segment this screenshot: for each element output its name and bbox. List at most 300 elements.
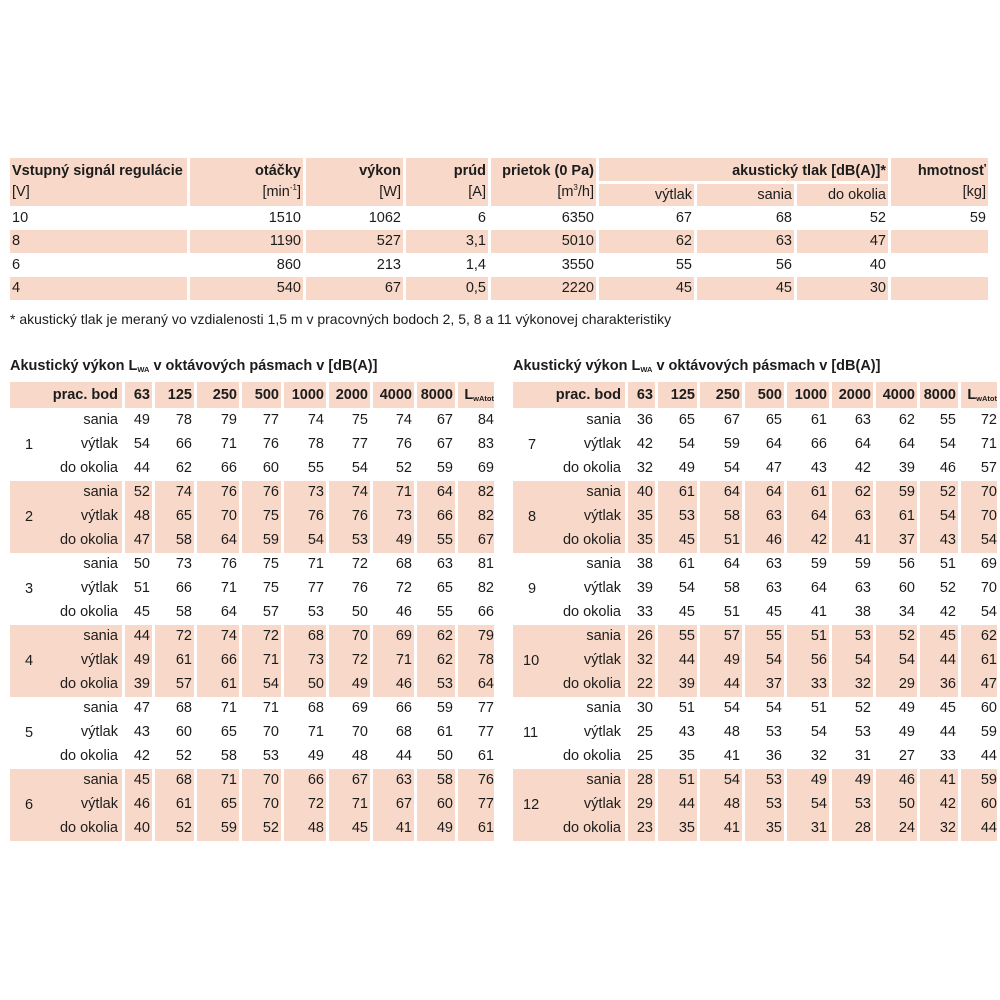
- sound-value: 49: [436, 820, 453, 836]
- sound-value: 79: [220, 412, 237, 428]
- sound-value: 50: [898, 796, 915, 812]
- sound-value: 59: [854, 556, 871, 572]
- sound-value: 59: [220, 820, 237, 836]
- sound-value: 28: [854, 820, 871, 836]
- sound-value: 25: [636, 724, 653, 740]
- sound-value: 57: [980, 460, 997, 476]
- sound-value: 23: [636, 820, 653, 836]
- sound-value: 64: [765, 484, 782, 500]
- title-sub: WA: [640, 365, 653, 374]
- sound-value: 46: [395, 676, 412, 692]
- row-type-label: výtlak: [583, 724, 621, 740]
- sound-value: 74: [351, 484, 368, 500]
- sound-value: 71: [220, 772, 237, 788]
- sound-value: 45: [678, 604, 695, 620]
- freq-header: 125: [167, 387, 192, 403]
- row-type-label: sania: [586, 700, 621, 716]
- freq-header: 250: [715, 387, 740, 403]
- total-sub: wAtot: [473, 394, 494, 403]
- sound-value: 50: [436, 748, 453, 764]
- sound-value: 67: [436, 412, 453, 428]
- sound-value: 49: [351, 676, 368, 692]
- point-number: 10: [523, 653, 540, 669]
- sound-value: 76: [477, 772, 494, 788]
- sound-value: 44: [133, 628, 150, 644]
- sound-value: 40: [133, 820, 150, 836]
- sound-value: 54: [939, 508, 956, 524]
- sound-value: 54: [351, 460, 368, 476]
- sound-value: 56: [898, 556, 915, 572]
- row-type-label: sania: [83, 700, 118, 716]
- sound-value: 44: [395, 748, 412, 764]
- point-number: 9: [528, 581, 537, 597]
- row-type-label: výtlak: [583, 652, 621, 668]
- sound-value: 27: [898, 748, 915, 764]
- sound-value: 47: [133, 700, 150, 716]
- row-type-label: sania: [83, 412, 118, 428]
- sound-value: 39: [898, 460, 915, 476]
- sound-value: 55: [307, 460, 324, 476]
- sound-value: 59: [980, 772, 997, 788]
- sound-value: 74: [175, 484, 192, 500]
- sound-value: 76: [351, 508, 368, 524]
- top-cell: 1510: [268, 210, 301, 226]
- sound-value: 44: [939, 724, 956, 740]
- sound-value: 30: [636, 700, 653, 716]
- sound-value: 25: [636, 748, 653, 764]
- top-cell: 1190: [269, 233, 301, 249]
- row-type-label: sania: [586, 628, 621, 644]
- sound-value: 76: [395, 436, 412, 452]
- sound-value: 57: [175, 676, 192, 692]
- sound-value: 50: [307, 676, 324, 692]
- sound-value: 52: [939, 580, 956, 596]
- sound-value: 46: [939, 460, 956, 476]
- sound-value: 84: [477, 412, 494, 428]
- sound-value: 56: [810, 652, 827, 668]
- sound-value: 70: [262, 772, 279, 788]
- row-type-label: výtlak: [583, 436, 621, 452]
- row-type-label: do okolia: [59, 820, 118, 836]
- sound-value: 53: [307, 604, 324, 620]
- sound-value: 54: [939, 436, 956, 452]
- sound-value: 54: [854, 652, 871, 668]
- sound-value: 66: [220, 460, 237, 476]
- signal-unit: [V]: [12, 184, 30, 200]
- row-type-label: výtlak: [80, 436, 118, 452]
- sound-value: 72: [307, 796, 324, 812]
- sound-value: 62: [898, 412, 915, 428]
- sound-value: 66: [175, 436, 192, 452]
- sound-value: 68: [395, 724, 412, 740]
- sound-value: 71: [395, 484, 412, 500]
- sound-value: 52: [133, 484, 150, 500]
- top-cell: 3550: [561, 257, 594, 273]
- sound-value: 34: [898, 604, 915, 620]
- sound-value: 59: [436, 700, 453, 716]
- sound-value: 42: [939, 604, 956, 620]
- row-type-label: do okolia: [562, 604, 621, 620]
- sound-value: 83: [477, 436, 494, 452]
- top-cell: 10: [12, 210, 29, 226]
- sound-value: 73: [307, 484, 324, 500]
- sound-value: 54: [810, 796, 827, 812]
- akust-header: akustický tlak [dB(A)]*: [732, 163, 886, 179]
- sound-value: 79: [477, 628, 494, 644]
- sound-value: 76: [262, 436, 279, 452]
- row-type-label: do okolia: [562, 820, 621, 836]
- sound-value: 41: [723, 820, 740, 836]
- vykon-header: výkon: [359, 163, 401, 179]
- top-cell: 67: [384, 280, 401, 296]
- top-cell: 5010: [561, 233, 594, 249]
- prietok-header: prietok (0 Pa): [502, 163, 594, 179]
- sound-value: 67: [723, 412, 740, 428]
- sound-value: 46: [898, 772, 915, 788]
- sound-value: 45: [351, 820, 368, 836]
- sound-value: 78: [307, 436, 324, 452]
- sound-value: 73: [395, 508, 412, 524]
- top-cell: 1,4: [465, 257, 486, 273]
- vykon-unit: [W]: [379, 184, 401, 200]
- sound-value: 62: [175, 460, 192, 476]
- sania-header: sania: [757, 187, 792, 203]
- sound-value: 49: [723, 652, 740, 668]
- sound-value: 61: [175, 796, 192, 812]
- sound-value: 67: [351, 772, 368, 788]
- sound-value: 44: [723, 676, 740, 692]
- sound-value: 35: [678, 748, 695, 764]
- sound-value: 29: [898, 676, 915, 692]
- sound-value: 46: [765, 532, 782, 548]
- top-cell: 213: [376, 257, 401, 273]
- sound-value: 42: [636, 436, 653, 452]
- sound-value: 61: [980, 652, 997, 668]
- sound-value: 52: [939, 484, 956, 500]
- sound-value: 55: [765, 628, 782, 644]
- sound-value: 77: [351, 436, 368, 452]
- sound-value: 36: [939, 676, 956, 692]
- sound-value: 35: [678, 820, 695, 836]
- point-number: 1: [25, 437, 34, 453]
- signal-header: Vstupný signál regulácie: [12, 163, 183, 179]
- sound-value: 33: [939, 748, 956, 764]
- sound-value: 63: [854, 580, 871, 596]
- row-type-label: do okolia: [59, 532, 118, 548]
- sound-value: 59: [980, 724, 997, 740]
- sound-value: 61: [220, 676, 237, 692]
- sound-value: 51: [678, 772, 695, 788]
- sound-value: 49: [854, 772, 871, 788]
- sound-value: 37: [898, 532, 915, 548]
- sound-value: 44: [939, 652, 956, 668]
- sound-value: 58: [220, 748, 237, 764]
- top-cell: 8: [12, 233, 21, 249]
- sound-value: 58: [436, 772, 453, 788]
- freq-header: 500: [254, 387, 279, 403]
- sound-value: 60: [980, 700, 997, 716]
- sound-value: 71: [307, 724, 324, 740]
- sound-value: 51: [133, 580, 150, 596]
- prietok-unit-close: /h]: [577, 184, 594, 200]
- sound-value: 58: [723, 580, 740, 596]
- row-type-label: do okolia: [562, 460, 621, 476]
- sound-value: 54: [307, 532, 324, 548]
- sound-value: 49: [395, 532, 412, 548]
- sound-value: 62: [854, 484, 871, 500]
- sound-value: 45: [939, 628, 956, 644]
- sound-value: 70: [980, 508, 997, 524]
- sound-value: 64: [723, 484, 740, 500]
- sound-value: 31: [810, 820, 827, 836]
- top-cell: 1062: [368, 210, 401, 226]
- sound-value: 60: [436, 796, 453, 812]
- sound-value: 33: [810, 676, 827, 692]
- point-number: 8: [528, 509, 537, 525]
- top-cell: 6: [477, 210, 486, 226]
- point-number: 4: [25, 653, 34, 669]
- freq-header: 4000: [882, 387, 915, 403]
- sound-value: 60: [262, 460, 279, 476]
- sound-value: 72: [395, 580, 412, 596]
- sound-value: 82: [477, 508, 494, 524]
- sound-value: 52: [898, 628, 915, 644]
- top-cell: 45: [675, 280, 692, 296]
- sound-value: 52: [854, 700, 871, 716]
- row-type-label: výtlak: [583, 796, 621, 812]
- top-cell: 67: [675, 210, 692, 226]
- point-number: 7: [528, 437, 537, 453]
- sound-value: 71: [220, 700, 237, 716]
- sound-value: 45: [678, 532, 695, 548]
- sound-value: 70: [980, 484, 997, 500]
- title-sub: WA: [137, 365, 150, 374]
- sound-value: 75: [262, 580, 279, 596]
- sound-value: 54: [765, 700, 782, 716]
- sound-value: 54: [133, 436, 150, 452]
- prac-bod-header: prac. bod: [52, 387, 118, 403]
- sound-value: 69: [395, 628, 412, 644]
- prud-header: prúd: [453, 163, 486, 179]
- freq-header: 1000: [794, 387, 827, 403]
- sound-value: 61: [175, 652, 192, 668]
- freq-header: 4000: [379, 387, 412, 403]
- point-number: 11: [523, 725, 539, 741]
- title-text: Akustický výkon L: [10, 358, 138, 374]
- top-cell: 0,5: [465, 280, 486, 296]
- sound-value: 53: [854, 724, 871, 740]
- sound-value: 72: [980, 412, 997, 428]
- sound-value: 43: [939, 532, 956, 548]
- sound-value: 24: [898, 820, 915, 836]
- sound-value: 66: [810, 436, 827, 452]
- sound-value: 53: [678, 508, 695, 524]
- sound-value: 68: [307, 700, 324, 716]
- sound-value: 54: [723, 772, 740, 788]
- otacky-unit: [190, 181, 301, 203]
- sound-value: 70: [220, 508, 237, 524]
- sound-title-left: [10, 358, 377, 374]
- sound-value: 40: [636, 484, 653, 500]
- sound-value: 72: [351, 556, 368, 572]
- sound-value: 47: [133, 532, 150, 548]
- sound-value: 64: [765, 436, 782, 452]
- top-cell: 4: [12, 280, 21, 296]
- sound-value: 70: [351, 628, 368, 644]
- sound-value: 62: [436, 652, 453, 668]
- sound-value: 54: [765, 652, 782, 668]
- otacky-unit-text: [min: [262, 184, 290, 200]
- hmotnost-unit: [kg]: [962, 184, 986, 200]
- row-type-label: sania: [83, 484, 118, 500]
- sound-value: 63: [395, 772, 412, 788]
- sound-value: 54: [723, 460, 740, 476]
- total-header: [457, 384, 494, 408]
- otacky-unit-close: ]: [296, 184, 301, 200]
- total-l: L: [967, 387, 977, 403]
- sound-value: 66: [307, 772, 324, 788]
- sound-value: 76: [220, 556, 237, 572]
- sound-value: 67: [395, 796, 412, 812]
- sound-value: 55: [436, 604, 453, 620]
- sound-value: 53: [765, 796, 782, 812]
- sound-value: 74: [307, 412, 324, 428]
- row-type-label: sania: [83, 628, 118, 644]
- sound-value: 51: [939, 556, 956, 572]
- sound-value: 43: [678, 724, 695, 740]
- row-type-label: do okolia: [59, 460, 118, 476]
- freq-header: 250: [212, 387, 237, 403]
- freq-header: 2000: [335, 387, 368, 403]
- prac-bod-header: prac. bod: [555, 387, 621, 403]
- sound-value: 71: [220, 580, 237, 596]
- sound-value: 59: [810, 556, 827, 572]
- sound-value: 54: [678, 580, 695, 596]
- sound-value: 75: [351, 412, 368, 428]
- prud-unit: [A]: [468, 184, 486, 200]
- row-type-label: výtlak: [80, 796, 118, 812]
- row-type-label: výtlak: [80, 652, 118, 668]
- sound-value: 82: [477, 580, 494, 596]
- sound-value: 46: [395, 604, 412, 620]
- freq-header: 63: [636, 387, 653, 403]
- sound-value: 77: [477, 700, 494, 716]
- sound-value: 26: [636, 628, 653, 644]
- sound-value: 66: [436, 508, 453, 524]
- row-type-label: sania: [83, 772, 118, 788]
- freq-header: 125: [670, 387, 695, 403]
- sound-value: 45: [133, 772, 150, 788]
- top-cell: 62: [675, 233, 692, 249]
- sound-value: 51: [723, 532, 740, 548]
- top-cell: 45: [775, 280, 792, 296]
- sound-value: 64: [810, 580, 827, 596]
- sound-value: 44: [133, 460, 150, 476]
- sound-value: 67: [477, 532, 494, 548]
- sound-value: 65: [175, 508, 192, 524]
- sound-value: 69: [351, 700, 368, 716]
- sound-value: 39: [133, 676, 150, 692]
- sound-value: 54: [980, 532, 997, 548]
- sound-value: 33: [636, 604, 653, 620]
- sound-value: 64: [898, 436, 915, 452]
- freq-header: 1000: [291, 387, 324, 403]
- prietok-unit-text: [m: [557, 184, 574, 200]
- okolia-header: do okolia: [827, 187, 886, 203]
- sound-value: 61: [477, 820, 494, 836]
- title-text-rest: v oktávových pásmach v [dB(A)]: [652, 358, 881, 374]
- sound-value: 57: [262, 604, 279, 620]
- sound-value: 75: [262, 508, 279, 524]
- sound-value: 60: [175, 724, 192, 740]
- sound-value: 48: [133, 508, 150, 524]
- sound-value: 39: [636, 580, 653, 596]
- row-type-label: výtlak: [583, 508, 621, 524]
- top-cell: 2220: [561, 280, 594, 296]
- sound-value: 41: [854, 532, 871, 548]
- sound-value: 42: [939, 796, 956, 812]
- row-type-label: do okolia: [59, 748, 118, 764]
- footnote: * akustický tlak je meraný vo vzdialenosti 1,5 m v pracovných bodoch 2, 5, 8 a 11 výkonovej charakteristiky: [10, 311, 672, 327]
- sound-value: 68: [175, 772, 192, 788]
- sound-value: 66: [175, 580, 192, 596]
- sound-value: 78: [477, 652, 494, 668]
- otacky-unit-sup: -1: [289, 183, 297, 193]
- sound-value: 73: [307, 652, 324, 668]
- sound-value: 53: [765, 724, 782, 740]
- sound-value: 32: [854, 676, 871, 692]
- sound-value: 41: [395, 820, 412, 836]
- sound-value: 76: [351, 580, 368, 596]
- sound-value: 60: [898, 580, 915, 596]
- sound-value: 64: [723, 556, 740, 572]
- sound-value: 61: [678, 484, 695, 500]
- sound-value: 38: [636, 556, 653, 572]
- sound-value: 71: [262, 652, 279, 668]
- top-cell: 47: [869, 233, 886, 249]
- sound-value: 32: [939, 820, 956, 836]
- sound-value: 65: [220, 796, 237, 812]
- sound-value: 45: [765, 604, 782, 620]
- row-type-label: sania: [586, 412, 621, 428]
- sound-value: 70: [351, 724, 368, 740]
- title-text: Akustický výkon L: [513, 358, 641, 374]
- sound-value: 71: [351, 796, 368, 812]
- sound-value: 63: [765, 556, 782, 572]
- sound-value: 52: [175, 820, 192, 836]
- sound-value: 74: [220, 628, 237, 644]
- hmotnost-header: hmotnosť: [917, 163, 986, 179]
- sound-value: 41: [939, 772, 956, 788]
- sound-value: 64: [854, 436, 871, 452]
- freq-header: 2000: [838, 387, 871, 403]
- total-l: L: [464, 387, 474, 403]
- point-number: 5: [25, 725, 34, 741]
- sound-value: 71: [262, 700, 279, 716]
- sound-value: 76: [220, 484, 237, 500]
- sound-value: 53: [854, 796, 871, 812]
- sound-value: 29: [636, 796, 653, 812]
- sound-value: 63: [765, 508, 782, 524]
- sound-value: 63: [854, 508, 871, 524]
- sound-value: 52: [395, 460, 412, 476]
- top-cell: 30: [869, 280, 886, 296]
- sound-value: 64: [220, 604, 237, 620]
- row-type-label: do okolia: [562, 748, 621, 764]
- sound-value: 52: [262, 820, 279, 836]
- top-cell: 6350: [561, 210, 594, 226]
- sound-value: 54: [810, 724, 827, 740]
